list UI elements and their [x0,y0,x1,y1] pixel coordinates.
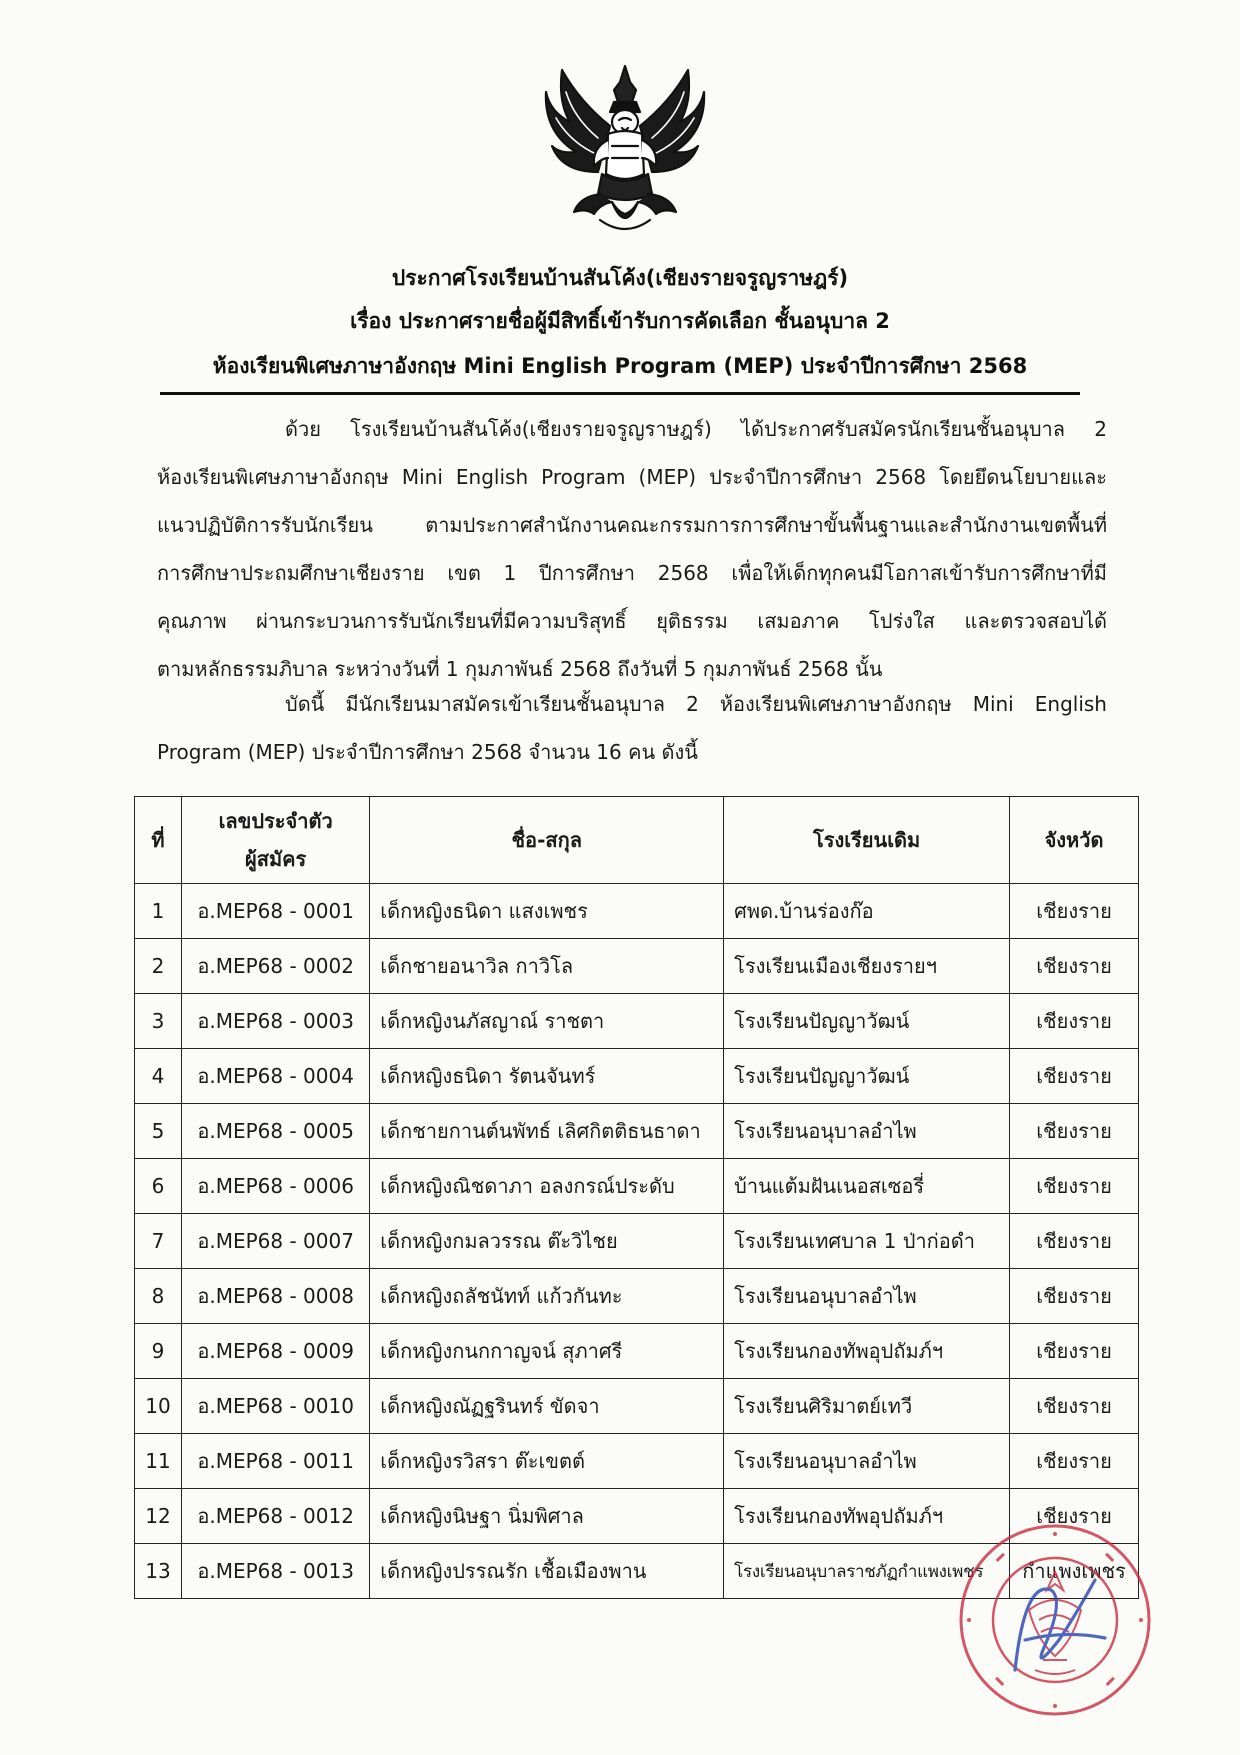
cell-name: เด็กหญิงณัฏฐรินทร์ ขัดจา [370,1379,724,1434]
cell-no: 4 [135,1049,182,1104]
cell-school: ศพด.บ้านร่องก๊อ [724,884,1010,939]
cell-province: เชียงราย [1010,1489,1139,1544]
cell-no: 6 [135,1159,182,1214]
cell-school: โรงเรียนอนุบาลอำไพ [724,1434,1010,1489]
cell-applicant-id: อ.MEP68 - 0011 [181,1434,369,1489]
cell-name: เด็กหญิงถลัชนัทท์ แก้วกันทะ [370,1269,724,1324]
cell-no: 9 [135,1324,182,1379]
header-applicant-id [181,797,369,884]
applicants-line: Program (MEP) ประจำปีการศึกษา 2568 จำนวน 16 คน ดังนี้ [157,740,698,764]
table-row [135,1324,1139,1379]
cell-name: เด็กหญิงรวิสรา ต๊ะเขตต์ [370,1434,724,1489]
cell-school: บ้านแต้มฝันเนอสเซอรี่ [724,1159,1010,1214]
intro-line: ด้วย โรงเรียนบ้านสันโค้ง(เชียงรายจรูญราษฎร์) ได้ประกาศรับสมัครนักเรียนชั้นอนุบาล 2 [285,417,1107,441]
cell-no: 3 [135,994,182,1049]
cell-school: โรงเรียนอนุบาลอำไพ [724,1269,1010,1324]
table-row [135,884,1139,939]
cell-school: โรงเรียนเมืองเชียงรายฯ [724,939,1010,994]
cell-no: 1 [135,884,182,939]
applicants-table [134,796,1139,1599]
table-header-row [135,797,1139,884]
cell-name: เด็กหญิงธนิดา แสงเพชร [370,884,724,939]
cell-school: โรงเรียนอนุบาลอำไพ [724,1104,1010,1159]
announcement-program: ห้องเรียนพิเศษภาษาอังกฤษ Mini English Program (MEP) ประจำปีการศึกษา 2568 [212,354,1028,378]
cell-name: เด็กหญิงนิษฐา นิ่มพิศาล [370,1489,724,1544]
cell-name: เด็กหญิงนภัสญาณ์ ราชตา [370,994,724,1049]
intro-line: แนวปฏิบัติการรับนักเรียน ตามประกาศสำนักงานคณะกรรมการการศึกษาขั้นพื้นฐานและสำนักงานเขตพื้นที่ [157,513,1107,537]
cell-applicant-id: อ.MEP68 - 0013 [181,1544,369,1599]
cell-name: เด็กหญิงกมลวรรณ ต๊ะวิไชย [370,1214,724,1269]
header-applicant-id-line1: เลขประจำตัว [218,809,333,833]
cell-applicant-id: อ.MEP68 - 0003 [181,994,369,1049]
header-province: จังหวัด [1010,797,1139,884]
table-row [135,939,1139,994]
table-row [135,1379,1139,1434]
applicants-line: บัดนี้ มีนักเรียนมาสมัครเข้าเรียนชั้นอนุบาล 2 ห้องเรียนพิเศษภาษาอังกฤษ Mini English [285,692,1107,716]
cell-province: เชียงราย [1010,1049,1139,1104]
cell-province: เชียงราย [1010,884,1139,939]
header-applicant-id-line2: ผู้สมัคร [245,847,307,871]
intro-paragraph [157,405,1107,693]
cell-applicant-id: อ.MEP68 - 0006 [181,1159,369,1214]
cell-name: เด็กหญิงปรรณรัก เชื้อเมืองพาน [370,1544,724,1599]
cell-province: เชียงราย [1010,1269,1139,1324]
cell-name: เด็กหญิงณิชดาภา อลงกรณ์ประดับ [370,1159,724,1214]
cell-province: เชียงราย [1010,1104,1139,1159]
cell-applicant-id: อ.MEP68 - 0002 [181,939,369,994]
table-row [135,1214,1139,1269]
table-row [135,1434,1139,1489]
cell-applicant-id: อ.MEP68 - 0009 [181,1324,369,1379]
cell-school: โรงเรียนอนุบาลราชภัฏกำแพงเพชร [724,1544,1010,1599]
cell-province: เชียงราย [1010,939,1139,994]
cell-province: กำแพงเพชร [1010,1544,1139,1599]
header-no: ที่ [135,797,182,884]
cell-applicant-id: อ.MEP68 - 0005 [181,1104,369,1159]
cell-no: 13 [135,1544,182,1599]
cell-name: เด็กหญิงธนิดา รัตนจันทร์ [370,1049,724,1104]
table-row [135,1269,1139,1324]
cell-province: เชียงราย [1010,1159,1139,1214]
cell-name: เด็กหญิงกนกกาญจน์ สุภาศรี [370,1324,724,1379]
table-row [135,994,1139,1049]
cell-name: เด็กชายกานต์นพัทธ์ เลิศกิตติธนธาดา [370,1104,724,1159]
table-row [135,1159,1139,1214]
announcement-title: ประกาศโรงเรียนบ้านสันโค้ง(เชียงรายจรูญราษฎร์) [391,266,849,290]
announcement-subject: เรื่อง ประกาศรายชื่อผู้มีสิทธิ์เข้ารับการคัดเลือก ชั้นอนุบาล 2 [350,309,890,333]
cell-school: โรงเรียนศิริมาตย์เทวี [724,1379,1010,1434]
cell-school: โรงเรียนกองทัพอุปถัมภ์ฯ [724,1489,1010,1544]
cell-province: เชียงราย [1010,1434,1139,1489]
cell-no: 11 [135,1434,182,1489]
applicants-paragraph [157,680,1107,776]
cell-no: 12 [135,1489,182,1544]
garuda-emblem-icon [540,62,710,237]
header-school: โรงเรียนเดิม [724,797,1010,884]
cell-applicant-id: อ.MEP68 - 0007 [181,1214,369,1269]
cell-province: เชียงราย [1010,1214,1139,1269]
cell-applicant-id: อ.MEP68 - 0012 [181,1489,369,1544]
cell-no: 7 [135,1214,182,1269]
cell-school: โรงเรียนปัญญาวัฒน์ [724,994,1010,1049]
cell-applicant-id: อ.MEP68 - 0004 [181,1049,369,1104]
cell-applicant-id: อ.MEP68 - 0008 [181,1269,369,1324]
cell-province: เชียงราย [1010,1379,1139,1434]
cell-no: 8 [135,1269,182,1324]
table-row [135,1104,1139,1159]
header-name: ชื่อ-สกุล [370,797,724,884]
cell-school: โรงเรียนปัญญาวัฒน์ [724,1049,1010,1104]
intro-line: การศึกษาประถมศึกษาเชียงราย เขต 1 ปีการศึกษา 2568 เพื่อให้เด็กทุกคนมีโอกาสเข้ารับการศึกษาที่มี [157,561,1107,585]
cell-applicant-id: อ.MEP68 - 0001 [181,884,369,939]
title-divider [160,392,1080,395]
intro-line: ตามหลักธรรมภิบาล ระหว่างวันที่ 1 กุมภาพันธ์ 2568 ถึงวันที่ 5 กุมภาพันธ์ 2568 นั้น [157,657,883,681]
cell-applicant-id: อ.MEP68 - 0010 [181,1379,369,1434]
cell-name: เด็กชายอนาวิล กาวิโล [370,939,724,994]
cell-school: โรงเรียนกองทัพอุปถัมภ์ฯ [724,1324,1010,1379]
cell-no: 2 [135,939,182,994]
school-seal-stamp-icon [955,1520,1155,1720]
cell-no: 5 [135,1104,182,1159]
cell-province: เชียงราย [1010,994,1139,1049]
cell-school: โรงเรียนเทศบาล 1 ป่าก่อดำ [724,1214,1010,1269]
cell-no: 10 [135,1379,182,1434]
table-row [135,1049,1139,1104]
intro-line: ห้องเรียนพิเศษภาษาอังกฤษ Mini English Program (MEP) ประจำปีการศึกษา 2568 โดยยึดนโยบายและ [157,465,1107,489]
cell-province: เชียงราย [1010,1324,1139,1379]
intro-line: คุณภาพ ผ่านกระบวนการรับนักเรียนที่มีความบริสุทธิ์ ยุติธรรม เสมอภาค โปร่งใส และตรวจสอบได้ [157,609,1107,633]
